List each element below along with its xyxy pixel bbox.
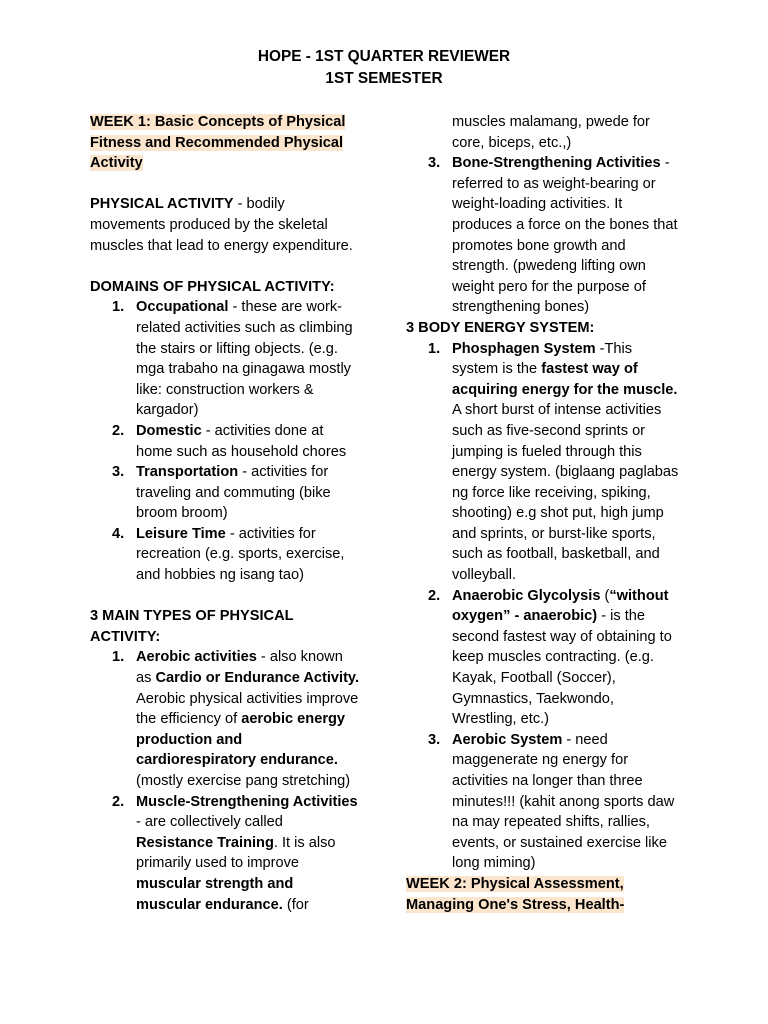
- week1-heading: WEEK 1: Basic Concepts of Physical Fitness and Recommended Physical Activity: [90, 114, 346, 172]
- left-column: [90, 112, 362, 915]
- types-list-cont: [406, 153, 680, 318]
- title-line-1: HOPE - 1ST QUARTER REVIEWER: [257, 48, 511, 65]
- list-item: 1. Occupational - these are work-related activities such as climbing the stairs or lifting objects. (e.g. mga trabaho na ginagawa mostly like: construction workers & kargador): [112, 299, 353, 419]
- list-item: 2. Domestic - activities done at home such as household chores: [112, 422, 347, 460]
- title-line-2: 1ST SEMESTER: [325, 70, 443, 87]
- energy-list: [406, 339, 680, 874]
- week2-heading: WEEK 2: Physical Assessment, Managing One's Stress, Health-: [406, 875, 625, 913]
- domains-heading: DOMAINS OF PHYSICAL ACTIVITY:: [90, 278, 335, 295]
- domains-list: [90, 297, 362, 585]
- right-column: [406, 112, 680, 915]
- pa-term: PHYSICAL ACTIVITY: [90, 196, 234, 213]
- list-item: 3. Bone-Strengthening Activities - referred to as weight-bearing or weight-loading activities. It produces a force on the bones that promotes bone growth and strength. (pwedeng lifting own weight pero for the purpose of strengthening bones): [428, 155, 678, 316]
- types-heading: 3 MAIN TYPES OF PHYSICAL ACTIVITY:: [90, 608, 294, 645]
- list-item: 3. Aerobic System - need maggenerate ng energy for activities na longer than three minutes!!! (kahit anong sports daw na may repeated shifts, rallies, events, or sustained exercise like long miming): [428, 731, 675, 872]
- list-item: 1. Aerobic activities - also known as Cardio or Endurance Activity. Aerobic physical activities improve the efficiency of aerobic energy production and cardiorespiratory endurance. (mostly exercise pang stretching): [112, 649, 360, 789]
- list-item: 3. Transportation - activities for traveling and commuting (bike broom broom): [112, 464, 331, 522]
- energy-heading: 3 BODY ENERGY SYSTEM:: [406, 319, 595, 336]
- types-list: [90, 647, 362, 915]
- physical-activity-definition: [90, 194, 362, 256]
- pa-def: - bodily movements produced by the skeletal muscles that lead to energy expenditure.: [90, 196, 353, 254]
- list-item: 2. Anaerobic Glycolysis (“without oxygen” - anaerobic) - is the second fastest way of obtaining to keep muscles contracting. (e.g. Kayak, Football (Soccer), Gymnastics, Taekwondo, Wrestling, etc.): [428, 587, 672, 728]
- document-title: [0, 46, 768, 90]
- list-item: 1. Phosphagen System -This system is the fastest way of acquiring energy for the muscle. A short burst of intense activities such as five-second sprints or jumping is fueled through this energy system. (biglaang paglabas ng force like receiving, spiking, shooting) e.g shot put, high jump and sprints, or burst-like sports, such as football, basketball, and volleyball.: [428, 340, 679, 584]
- list-item: 2. Muscle-Strengthening Activities - are collectively called Resistance Training. It is also primarily used to improve muscular strength and muscular endurance. (for: [112, 793, 358, 913]
- list-item: 4. Leisure Time - activities for recreation (e.g. sports, exercise, and hobbies ng isang tao): [112, 525, 345, 584]
- type2-continuation: muscles malamang, pwede for core, biceps, etc.,): [452, 114, 650, 151]
